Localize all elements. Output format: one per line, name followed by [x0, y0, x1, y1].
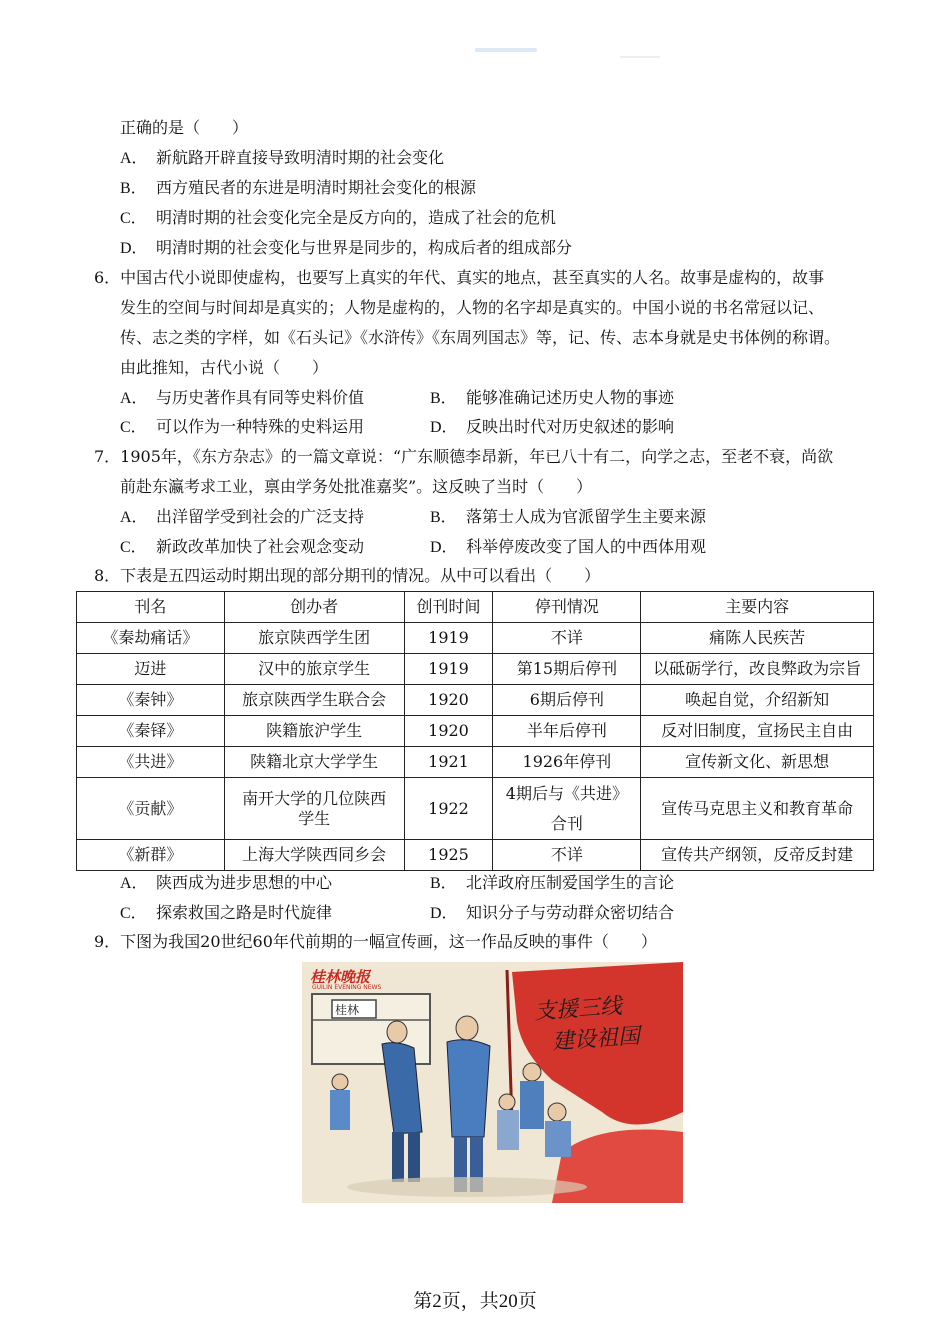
table-cell: 反对旧制度，宣扬民主自由: [641, 716, 874, 747]
table-cell: 1922: [404, 778, 493, 840]
q8-option-a-label: A．: [120, 875, 148, 892]
q8-option-b-label: B．: [430, 875, 457, 892]
q5-option-d-label: D．: [120, 240, 148, 257]
poster-masthead-sub: GUILIN EVENING NEWS: [312, 984, 382, 991]
header-mark: [475, 48, 537, 52]
table-row: [77, 778, 874, 840]
q8-stem: 8．下表是五四运动时期出现的部分期刊的情况。从中可以看出（ ）: [94, 566, 601, 585]
table-cell: 1919: [404, 623, 493, 654]
q7-option-a-label: A．: [120, 509, 148, 526]
table-cell: 不详: [493, 840, 641, 871]
propaganda-poster-image: [302, 962, 683, 1203]
q5-option-b-text: 西方殖民者的东进是明清时期社会变化的根源: [156, 178, 477, 197]
q6-line-4: 由此推知，古代小说（ ）: [120, 358, 329, 377]
q6-option-c-label: C．: [120, 419, 147, 436]
q5-option-a: [120, 147, 444, 170]
page-footer: 第2页，共20页: [413, 1291, 537, 1312]
table-cell: 上海大学陕西同乡会: [224, 840, 404, 871]
table-row: [77, 623, 874, 654]
q8-option-d-label: D．: [430, 905, 458, 922]
q6-line-2: 发生的空间与时间却是真实的；人物是虚构的，人物的名字却是真实的。中国小说的书名常冠以记、: [120, 298, 825, 317]
table-cell: 陕籍旅沪学生: [224, 716, 404, 747]
q7-option-b-label: B．: [430, 509, 457, 526]
q7-option-a-text: 出洋留学受到社会的广泛支持: [156, 507, 365, 526]
table-cell: 宣传马克思主义和教育革命: [641, 778, 874, 840]
table-header-row: [77, 592, 874, 623]
table-cell: 不详: [493, 623, 641, 654]
q8-option-b: [430, 872, 674, 895]
table-cell: 唤起自觉，介绍新知: [641, 685, 874, 716]
q6-option-a: [120, 387, 364, 410]
table-row: [77, 747, 874, 778]
table-header-cell: 创办者: [224, 592, 404, 623]
q8-option-a: [120, 872, 332, 895]
q9-stem: 9．下图为我国20世纪60年代前期的一幅宣传画，这一作品反映的事件（ ）: [94, 932, 657, 951]
table-cell: 迈进: [77, 654, 225, 685]
q7-option-b-text: 落第士人成为官派留学生主要来源: [466, 507, 707, 526]
q5-option-c-label: C．: [120, 210, 147, 227]
q8-option-c: [120, 902, 332, 925]
poster-flag-text-2: 建设祖国: [551, 1023, 641, 1056]
table-cell: 南开大学的几位陕西学生: [224, 778, 404, 840]
q6-option-d-text: 反映出时代对历史叙述的影响: [466, 417, 675, 436]
q7-option-c: [120, 536, 364, 559]
q7-option-a: [120, 506, 364, 529]
table-cell: 陕籍北京大学学生: [224, 747, 404, 778]
q7-line-1: 7．1905年，《东方杂志》的一篇文章说：“广东顺德李昂新，年已八十有二，向学之志，至老不衰，尚欲: [94, 447, 834, 466]
poster-gate-sign: 桂林: [335, 1003, 360, 1017]
q6-option-a-text: 与历史著作具有同等史料价值: [156, 388, 365, 407]
table-cell: 1920: [404, 716, 493, 747]
poster-masthead: 桂林晚报: [310, 968, 371, 986]
table-header-cell: 停刊情况: [493, 592, 641, 623]
q5-option-a-label: A．: [120, 150, 148, 167]
table-cell: 旅京陕西学生团: [224, 623, 404, 654]
q6-option-b: [430, 387, 674, 410]
table-cell: 《共进》: [77, 747, 225, 778]
q5-option-b: [120, 177, 476, 200]
table-cell: 1921: [404, 747, 493, 778]
table-cell: 4期后与《共进》合刊: [493, 778, 641, 840]
poster-illustration: [302, 962, 683, 1203]
table-cell: 半年后停刊: [493, 716, 641, 747]
q5-option-d: [120, 237, 572, 260]
table-cell: 旅京陕西学生联合会: [224, 685, 404, 716]
table-cell: 《秦铎》: [77, 716, 225, 747]
table-cell: 宣传新文化、新思想: [641, 747, 874, 778]
table-cell: 《贡献》: [77, 778, 225, 840]
q8-option-b-text: 北洋政府压制爱国学生的言论: [466, 873, 675, 892]
q5-option-c-text: 明清时期的社会变化完全是反方向的，造成了社会的危机: [156, 208, 557, 227]
q5-stem: 正确的是（ ）: [120, 118, 249, 137]
q8-option-c-text: 探索救国之路是时代旋律: [156, 903, 333, 922]
table-cell: 《新群》: [77, 840, 225, 871]
q7-option-c-label: C．: [120, 539, 147, 556]
table-cell: 1926年停刊: [493, 747, 641, 778]
q6-option-b-text: 能够准确记述历史人物的事迹: [466, 388, 675, 407]
q8-option-d-text: 知识分子与劳动群众密切结合: [466, 903, 675, 922]
table-cell: 6期后停刊: [493, 685, 641, 716]
q6-option-d-label: D．: [430, 419, 458, 436]
q8-option-d: [430, 902, 674, 925]
table-cell: 1919: [404, 654, 493, 685]
table-header-cell: 刊名: [77, 592, 225, 623]
table-row: [77, 654, 874, 685]
q5-option-c: [120, 207, 556, 230]
table-cell: 以砥砺学行，改良弊政为宗旨: [641, 654, 874, 685]
table-cell: 1920: [404, 685, 493, 716]
q7-option-b: [430, 506, 706, 529]
table-row: [77, 685, 874, 716]
q7-option-d: [430, 536, 706, 559]
table-header-cell: 主要内容: [641, 592, 874, 623]
q5-option-b-label: B．: [120, 180, 147, 197]
table-cell: 第15期后停刊: [493, 654, 641, 685]
table-header-cell: 创刊时间: [404, 592, 493, 623]
q6-line-1: 6．中国古代小说即使虚构，也要写上真实的年代、真实的地点，甚至真实的人名。故事是虚构的，故事: [94, 268, 825, 287]
table-row: [77, 716, 874, 747]
q6-option-d: [430, 416, 674, 439]
q6-option-c-text: 可以作为一种特殊的史料运用: [156, 417, 365, 436]
table-row: [77, 840, 874, 871]
q5-option-a-text: 新航路开辟直接导致明清时期的社会变化: [156, 148, 445, 167]
table-cell: 《秦钟》: [77, 685, 225, 716]
q7-line-2: 前赴东瀛考求工业，禀由学务处批准嘉奖”。这反映了当时（ ）: [120, 477, 593, 496]
q6-option-c: [120, 416, 364, 439]
table-cell: 1925: [404, 840, 493, 871]
table-cell: 《秦劫痛话》: [77, 623, 225, 654]
q8-option-c-label: C．: [120, 905, 147, 922]
table-cell: 痛陈人民疾苦: [641, 623, 874, 654]
q6-line-3: 传、志之类的字样，如《石头记》《水浒传》《东周列国志》等，记、传、志本身就是史书体例的称谓。: [120, 328, 841, 347]
table-cell: 汉中的旅京学生: [224, 654, 404, 685]
periodicals-table: [76, 591, 874, 871]
table-cell: 宣传共产纲领，反帝反封建: [641, 840, 874, 871]
q7-option-c-text: 新政改革加快了社会观念变动: [156, 537, 365, 556]
q6-option-b-label: B．: [430, 390, 457, 407]
q5-option-d-text: 明清时期的社会变化与世界是同步的，构成后者的组成部分: [156, 238, 573, 257]
q6-option-a-label: A．: [120, 390, 148, 407]
header-mark-2: [620, 56, 660, 58]
poster-flag-text-1: 支援三线: [533, 993, 623, 1026]
q8-option-a-text: 陕西成为进步思想的中心: [156, 873, 333, 892]
q7-option-d-text: 科举停废改变了国人的中西体用观: [466, 537, 707, 556]
q7-option-d-label: D．: [430, 539, 458, 556]
